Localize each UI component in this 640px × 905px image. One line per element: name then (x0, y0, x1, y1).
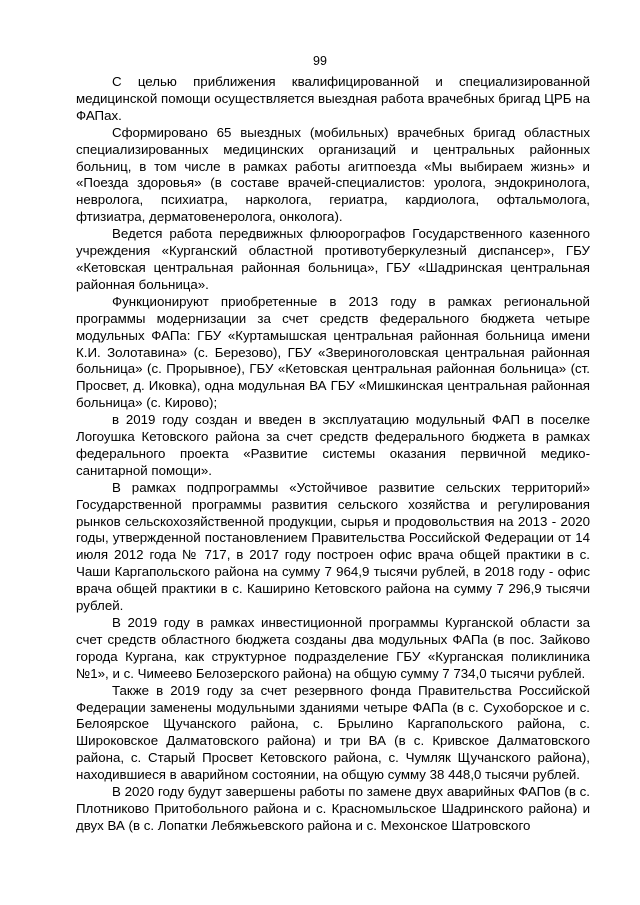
document-body (76, 74, 590, 835)
paragraph-rural-subprogram: В рамках подпрограммы «Устойчивое развитие сельских территорий» Государственной программы развития сельского хозяйства и регулирования рынков сельскохозяйственной продукции, сырья и продовольствия на 2013 - 2020 годы, утвержденной постановлением Правительства Российской Федерации от 14 июля 2012 года № 717, в 2017 году построен офис врача общей практики в с. Чаши Каргапольского района на сумму 7 964,9 тысячи рублей, в 2018 году - офис врача общей практики в с. Каширино Кетовского района на сумму 7 296,9 тысячи рублей. (76, 479, 590, 614)
paragraph-investment-program: В 2019 году в рамках инвестиционной программы Курганской области за счет средств областного бюджета созданы два модульных ФАПа (в пос. Зайково города Кургана, как структурное подразделение ГБУ «Курганская поликлиника №1», и с. Чимеево Белозерского района) на общую сумму 7 734,0 тысячи рублей. (76, 615, 590, 681)
paragraph-outreach-teams: С целью приближения квалифицированной и специализированной медицинской помощи осуществляется выездная работа врачебных бригад ЦРБ на ФАПах. (76, 74, 590, 123)
paragraph-modular-fap-2013: Функционируют приобретенные в 2013 году в рамках региональной программы модернизации за счет средств федерального бюджета четыре модульных ФАПа: ГБУ «Куртамышская центральная районная больница имени К.И. Золотавина» (с. Березово), ГБУ «Звериноголовская центральная районная больница» (с. Прорывное), ГБУ «Кетовская центральная районная больница» (ст. Просвет, д. Иковка), одна модульная ВА ГБУ «Мишкинская центральная районная больница» (с. Кирово); (76, 293, 590, 411)
paragraph-modular-fap-2019: в 2019 году создан и введен в эксплуатацию модульный ФАП в поселке Логоушка Кетовского района за счет средств федерального бюджета в рамках федерального проекта «Развитие системы оказания первичной медико-санитарной помощи». (76, 412, 590, 478)
paragraph-2020-plans: В 2020 году будут завершены работы по замене двух аварийных ФАПов (в с. Плотниково Притобольного района и с. Красномыльское Шадринского района) и двух ВА (в с. Лопатки Лебяжьевского района и с. Мехонское Шатровского (76, 784, 590, 833)
paragraph-reserve-fund: Также в 2019 году за счет резервного фонда Правительства Российской Федерации заменены модульными зданиями четыре ФАПа (в с. Сухоборское и с. Белоярское Щучанского района, с. Брылино Каргапольского района, с. Широковское Далматовского района) и три ВА (в с. Кривское Далматовского района, с. Старый Просвет Кетовского района, с. Чумляк Щучанского района), находившиеся в аварийном состоянии, на общую сумму 38 448,0 тысячи рублей. (76, 682, 590, 783)
paragraph-fluorographs: Ведется работа передвижных флюорографов Государственного казенного учреждения «Курганский областной противотуберкулезный диспансер», ГБУ «Кетовская центральная районная больница», ГБУ «Шадринская центральная районная больница». (76, 226, 590, 292)
paragraph-mobile-brigades: Сформировано 65 выездных (мобильных) врачебных бригад областных специализированных медицинских организаций и центральных районных больниц, в том числе в рамках работы агитпоезда «Мы выбираем жизнь» и «Поезда здоровья» (в составе врачей-специалистов: уролога, эндокринолога, невролога, психиатра, нарколога, гериатра, кардиолога, офтальмолога, фтизиатра, дерматовенеролога, онколога). (76, 124, 590, 225)
page-number: 99 (313, 54, 327, 68)
